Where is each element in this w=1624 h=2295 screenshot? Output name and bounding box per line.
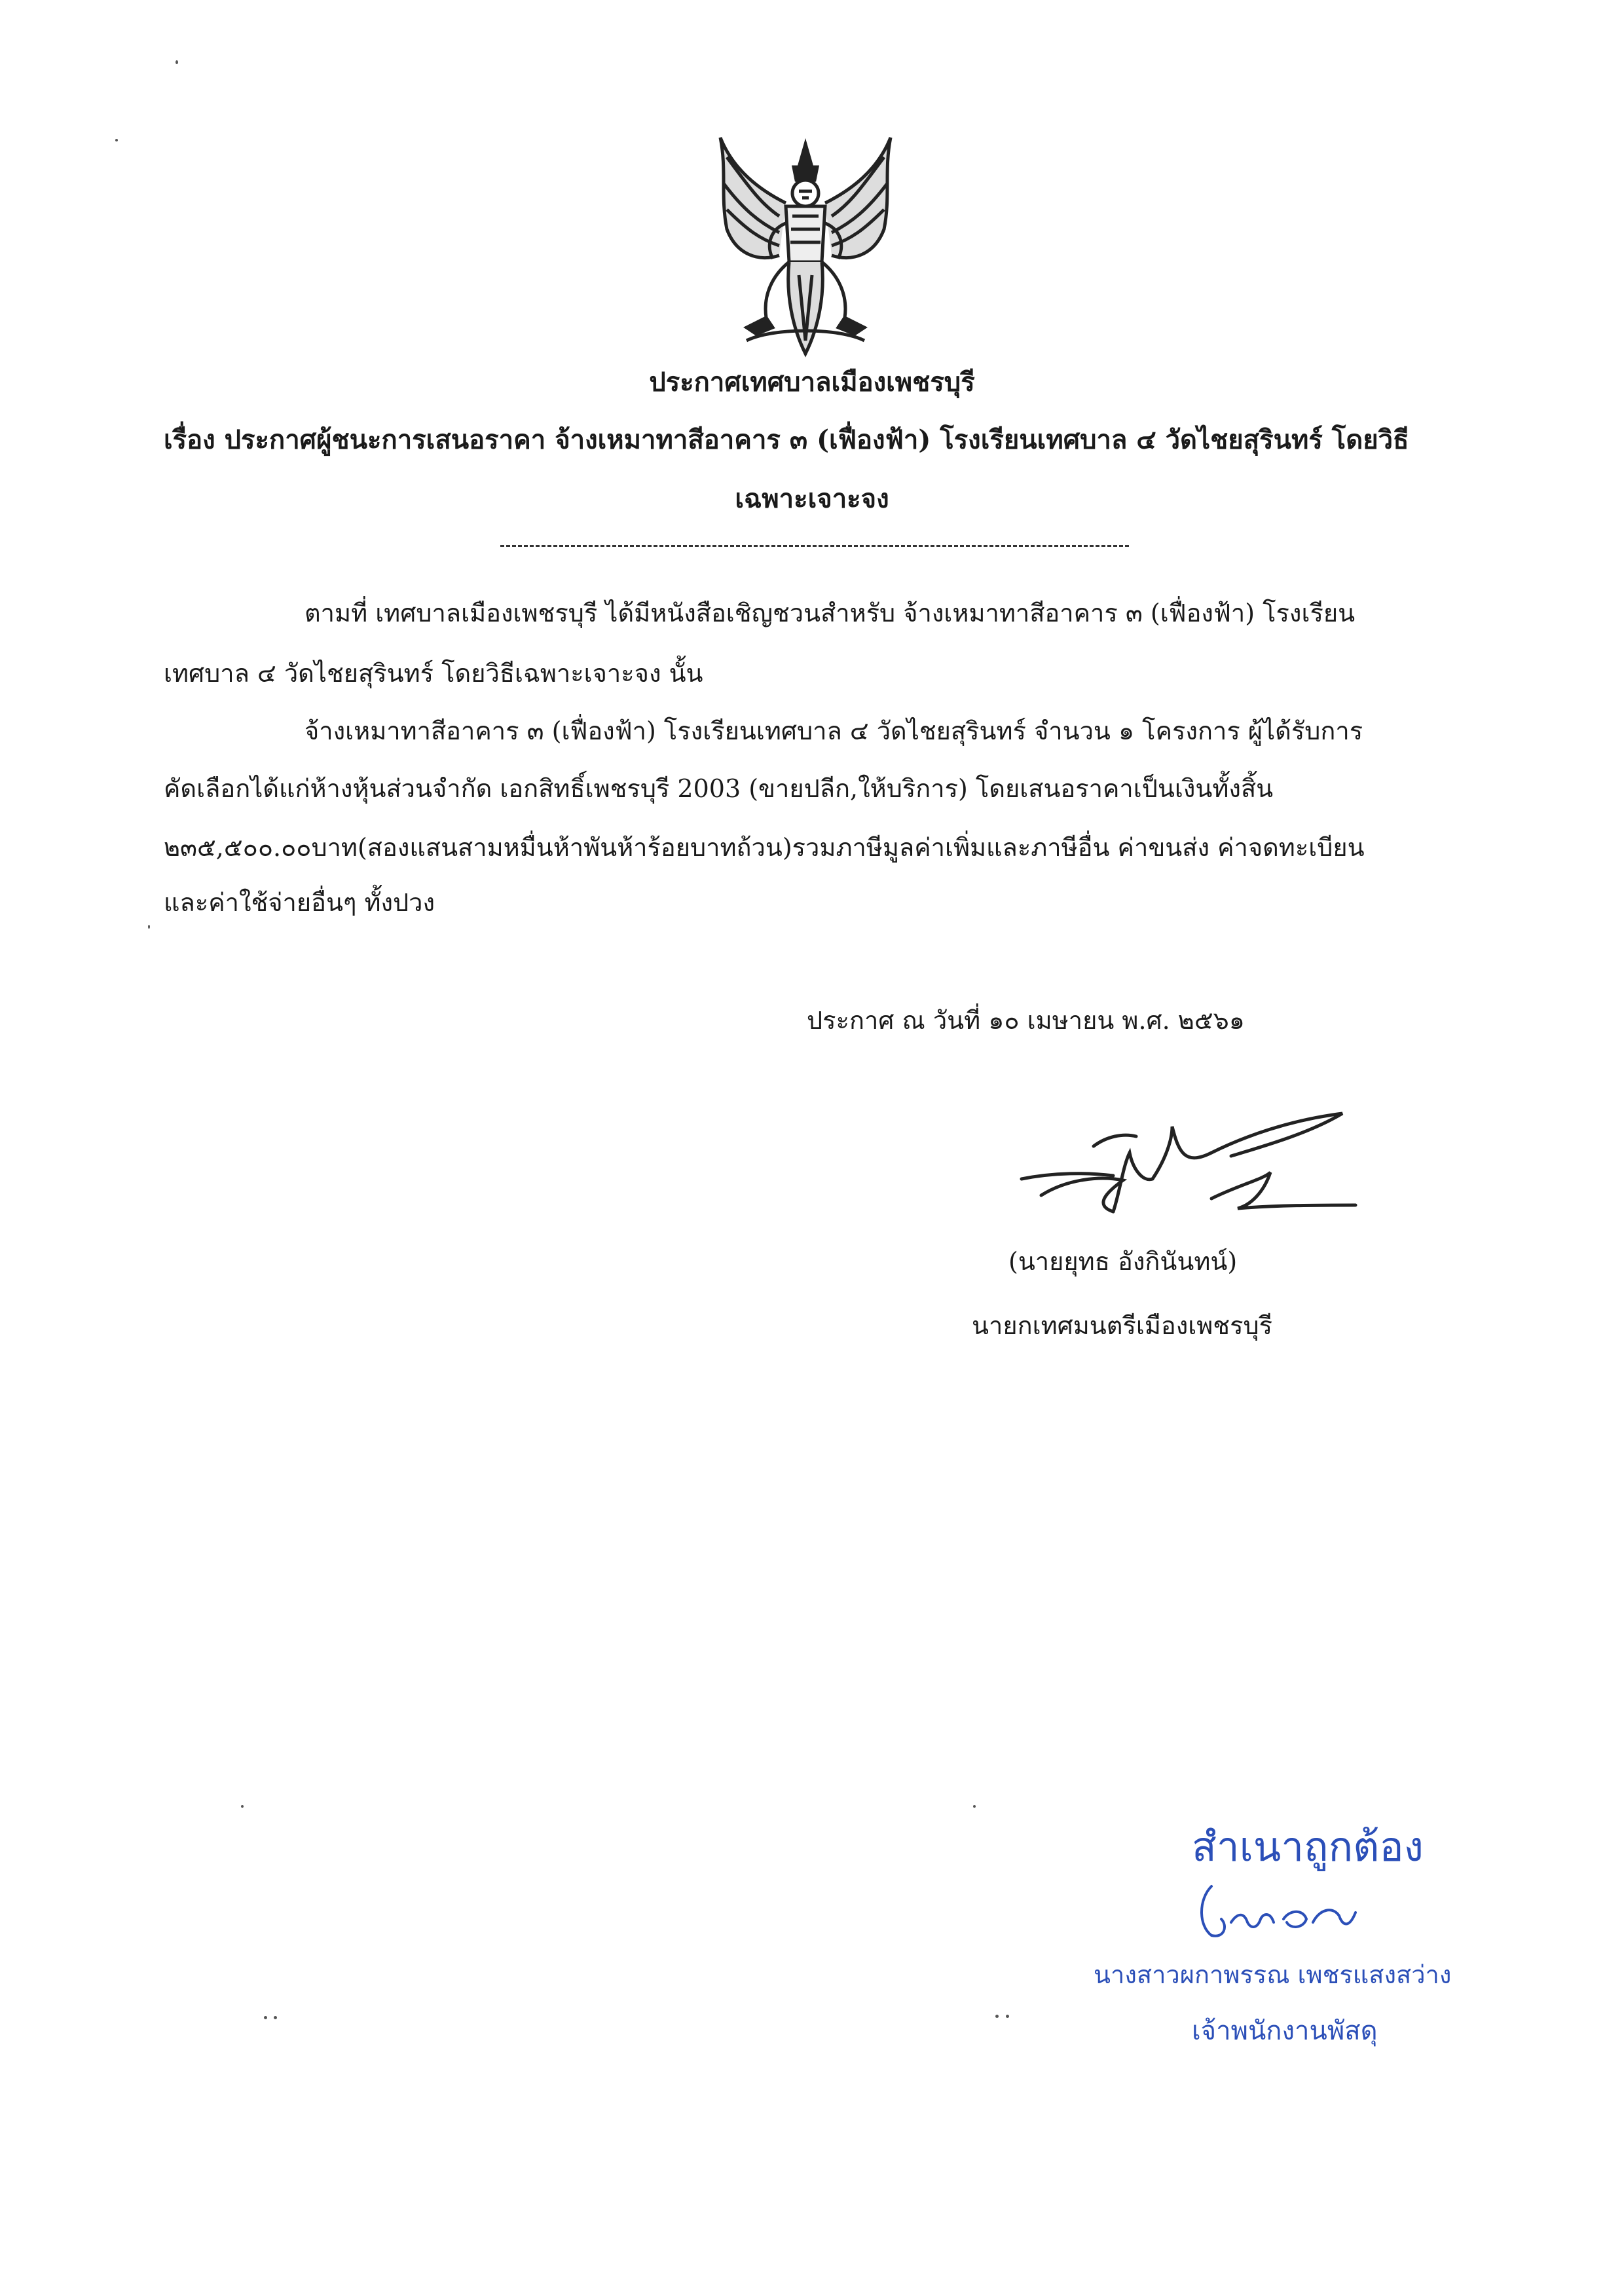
signatory-position: นายกเทศมนตรีเมืองเพชรบุรี <box>972 1311 1273 1340</box>
paragraph-1-line-1: ตามที่ เทศบาลเมืองเพชรบุรี ได้มีหนังสือเชิญชวนสำหรับ จ้างเหมาทาสีอาคาร ๓ (เฟื่องฟ้า) โรงเรียน <box>304 599 1356 627</box>
clerk-name: นางสาวผกาพรรณ เพชรแสงสว่าง <box>1094 1960 1452 1989</box>
scan-speck <box>1006 2015 1009 2018</box>
paragraph-1-line-2: เทศบาล ๔ วัดไชยสุรินทร์ โดยวิธีเฉพาะเจาะจง นั้น <box>164 659 703 688</box>
announcement-title: ประกาศเทศบาลเมืองเพชรบุรี <box>649 367 975 398</box>
paragraph-2-line-3: ๒๓๕,๕๐๐.๐๐บาท(สองแสนสามหมื่นห้าพันห้าร้อยบาทถ้วน)รวมภาษีมูลค่าเพิ่มและภาษีอื่น ค่าขนส่ง ค่าจดทะเบียน <box>164 833 1365 862</box>
subject-line-2: เฉพาะเจาะจง <box>735 483 889 514</box>
scan-speck <box>995 2015 999 2018</box>
scan-speck <box>241 1805 244 1808</box>
clerk-signature-icon <box>1192 1873 1362 1952</box>
clerk-position: เจ้าพนักงานพัสดุ <box>1192 2016 1378 2046</box>
scan-speck <box>264 2016 267 2019</box>
title-divider <box>500 545 1129 547</box>
scan-speck <box>973 1805 976 1808</box>
certification-stamp <box>1087 1821 1519 2096</box>
announcement-date: ประกาศ ณ วันที่ ๑๐ เมษายน พ.ศ. ๒๕๖๑ <box>807 1006 1245 1035</box>
mayor-signature-icon <box>1015 1107 1362 1218</box>
scan-speck <box>175 60 178 64</box>
paragraph-2-line-4: และค่าใช้จ่ายอื่นๆ ทั้งปวง <box>164 888 435 917</box>
signatory-name: (นายยุทธ อังกินันทน์) <box>1008 1247 1238 1276</box>
scan-speck <box>148 925 150 929</box>
garuda-emblem-icon <box>707 131 904 360</box>
paragraph-2-line-1: จ้างเหมาทาสีอาคาร ๓ (เฟื่องฟ้า) โรงเรียนเทศบาล ๔ วัดไชยสุรินทร์ จำนวน ๑ โครงการ ผู้ได้รับการ <box>304 717 1363 745</box>
scan-speck <box>115 139 118 141</box>
scan-speck <box>274 2016 277 2019</box>
subject-line-1: เรื่อง ประกาศผู้ชนะการเสนอราคา จ้างเหมาทาสีอาคาร ๓ (เฟื่องฟ้า) โรงเรียนเทศบาล ๔ วัดไชยสุรินทร์ โดยวิธี <box>164 424 1409 455</box>
paragraph-2-line-2: คัดเลือกได้แก่ห้างหุ้นส่วนจำกัด เอกสิทธิ์เพชรบุรี 2003 (ขายปลีก,ให้บริการ) โดยเสนอราคาเป็นเงินทั้งสิ้น <box>164 774 1274 803</box>
certified-copy-text: สำเนาถูกต้อง <box>1192 1823 1424 1871</box>
